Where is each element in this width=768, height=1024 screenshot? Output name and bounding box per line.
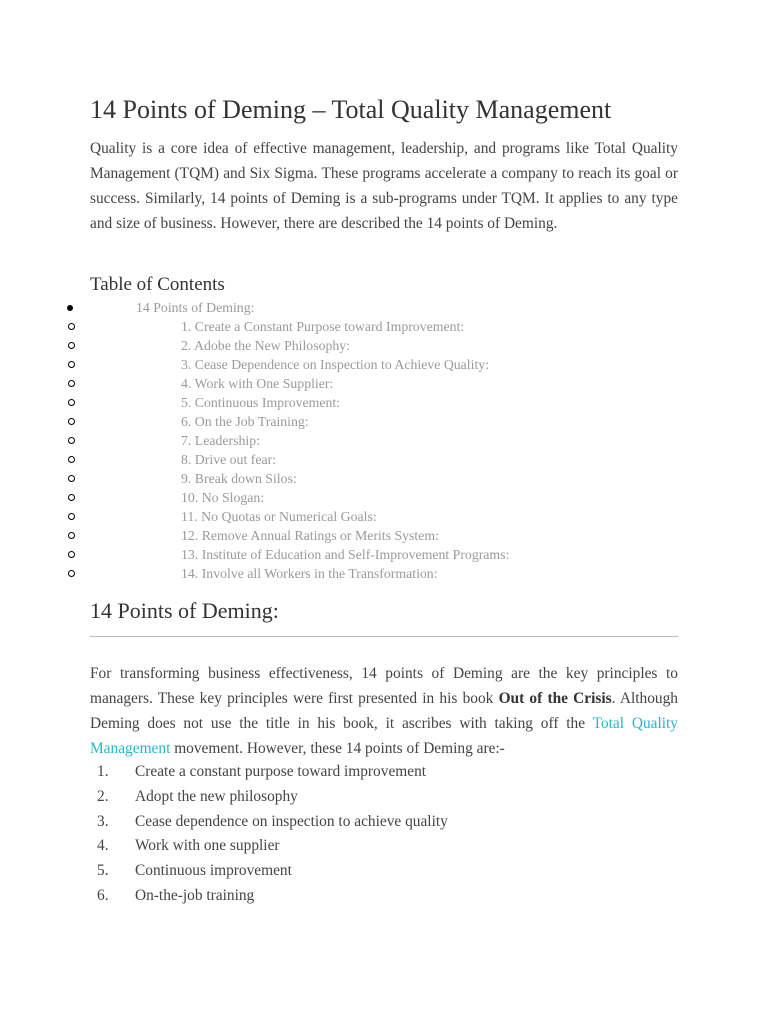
list-item-text: On-the-job training bbox=[135, 886, 255, 904]
toc-item-link[interactable]: 6. On the Job Training: bbox=[181, 414, 309, 429]
toc-item-link[interactable]: 13. Institute of Education and Self-Improvement Programs: bbox=[181, 547, 510, 562]
circle-bullet-icon bbox=[68, 532, 75, 539]
page-title: 14 Points of Deming – Total Quality Management bbox=[90, 95, 612, 124]
circle-bullet-icon bbox=[68, 456, 75, 463]
para-text-3: movement. However, these 14 points of Deming are:- bbox=[170, 740, 505, 757]
circle-bullet-icon bbox=[68, 551, 75, 558]
list-item-number: 4. bbox=[97, 837, 109, 855]
list-item-number: 2. bbox=[97, 787, 109, 805]
toc-item-link[interactable]: 5. Continuous Improvement: bbox=[181, 395, 341, 410]
section-paragraph bbox=[90, 661, 678, 761]
list-item-number: 1. bbox=[97, 763, 109, 780]
toc-item-link[interactable]: 12. Remove Annual Ratings or Merits System: bbox=[181, 528, 439, 543]
circle-bullet-icon bbox=[68, 570, 75, 577]
list-item-text: Adopt the new philosophy bbox=[135, 787, 298, 805]
toc-item-link[interactable]: 11. No Quotas or Numerical Goals: bbox=[181, 509, 377, 524]
toc-item-link[interactable]: 9. Break down Silos: bbox=[181, 471, 297, 486]
circle-bullet-icon bbox=[68, 323, 75, 330]
list-item-number: 3. bbox=[97, 812, 109, 830]
list-item-number: 5. bbox=[97, 862, 109, 880]
section-heading: 14 Points of Deming: bbox=[90, 598, 279, 623]
circle-bullet-icon bbox=[68, 513, 75, 520]
list-item-text: Continuous improvement bbox=[135, 862, 292, 880]
toc-item-link[interactable]: 8. Drive out fear: bbox=[181, 452, 277, 467]
circle-bullet-icon bbox=[68, 361, 75, 368]
circle-bullet-icon bbox=[68, 399, 75, 406]
toc-item-link[interactable]: 3. Cease Dependence on Inspection to Achieve Quality: bbox=[181, 357, 490, 372]
para-text-1: For transforming business effectiveness, 14 points of Deming are the key principles to managers. These key principles were first presented in his book bbox=[90, 665, 678, 707]
toc-item-link[interactable]: 4. Work with One Supplier: bbox=[181, 376, 334, 391]
circle-bullet-icon bbox=[68, 418, 75, 425]
tqm-link[interactable]: Total Quality Management bbox=[90, 715, 678, 757]
intro-paragraph: Quality is a core idea of effective management, leadership, and programs like Total Quality Management (TQM) and Six Sigma. These programs accelerate a company to reach its goal or success. Similarly, 14 points of Deming is a sub-programs under TQM. It applies to any type and size of business. However, there are described the 14 points of Deming. bbox=[90, 140, 678, 232]
circle-bullet-icon bbox=[68, 342, 75, 349]
toc-item-link[interactable]: 14. Involve all Workers in the Transformation: bbox=[181, 566, 438, 581]
circle-bullet-icon bbox=[68, 475, 75, 482]
circle-bullet-icon bbox=[68, 494, 75, 501]
circle-bullet-icon bbox=[68, 380, 75, 387]
para-text-2: . Although Deming does not use the title in his book, it ascribes with taking off the bbox=[90, 690, 678, 732]
bullet-icon bbox=[67, 305, 73, 311]
list-item-text: Create a constant purpose toward improvement bbox=[135, 763, 427, 780]
toc-item-link[interactable]: 2. Adobe the New Philosophy: bbox=[181, 338, 351, 353]
toc-item-link[interactable]: 10. No Slogan: bbox=[181, 490, 265, 505]
book-title: Out of the Crisis bbox=[498, 690, 612, 707]
toc-item-link[interactable]: 7. Leadership: bbox=[181, 433, 260, 448]
section-divider bbox=[90, 636, 678, 637]
toc-title: Table of Contents bbox=[90, 274, 225, 295]
list-item-text: Cease dependence on inspection to achieve quality bbox=[135, 812, 448, 830]
list-item-number: 6. bbox=[97, 886, 109, 904]
list-item-text: Work with one supplier bbox=[135, 837, 280, 855]
circle-bullet-icon bbox=[68, 437, 75, 444]
toc-top-link[interactable]: 14 Points of Deming: bbox=[136, 300, 255, 315]
toc-item-link[interactable]: 1. Create a Constant Purpose toward Improvement: bbox=[181, 319, 465, 334]
